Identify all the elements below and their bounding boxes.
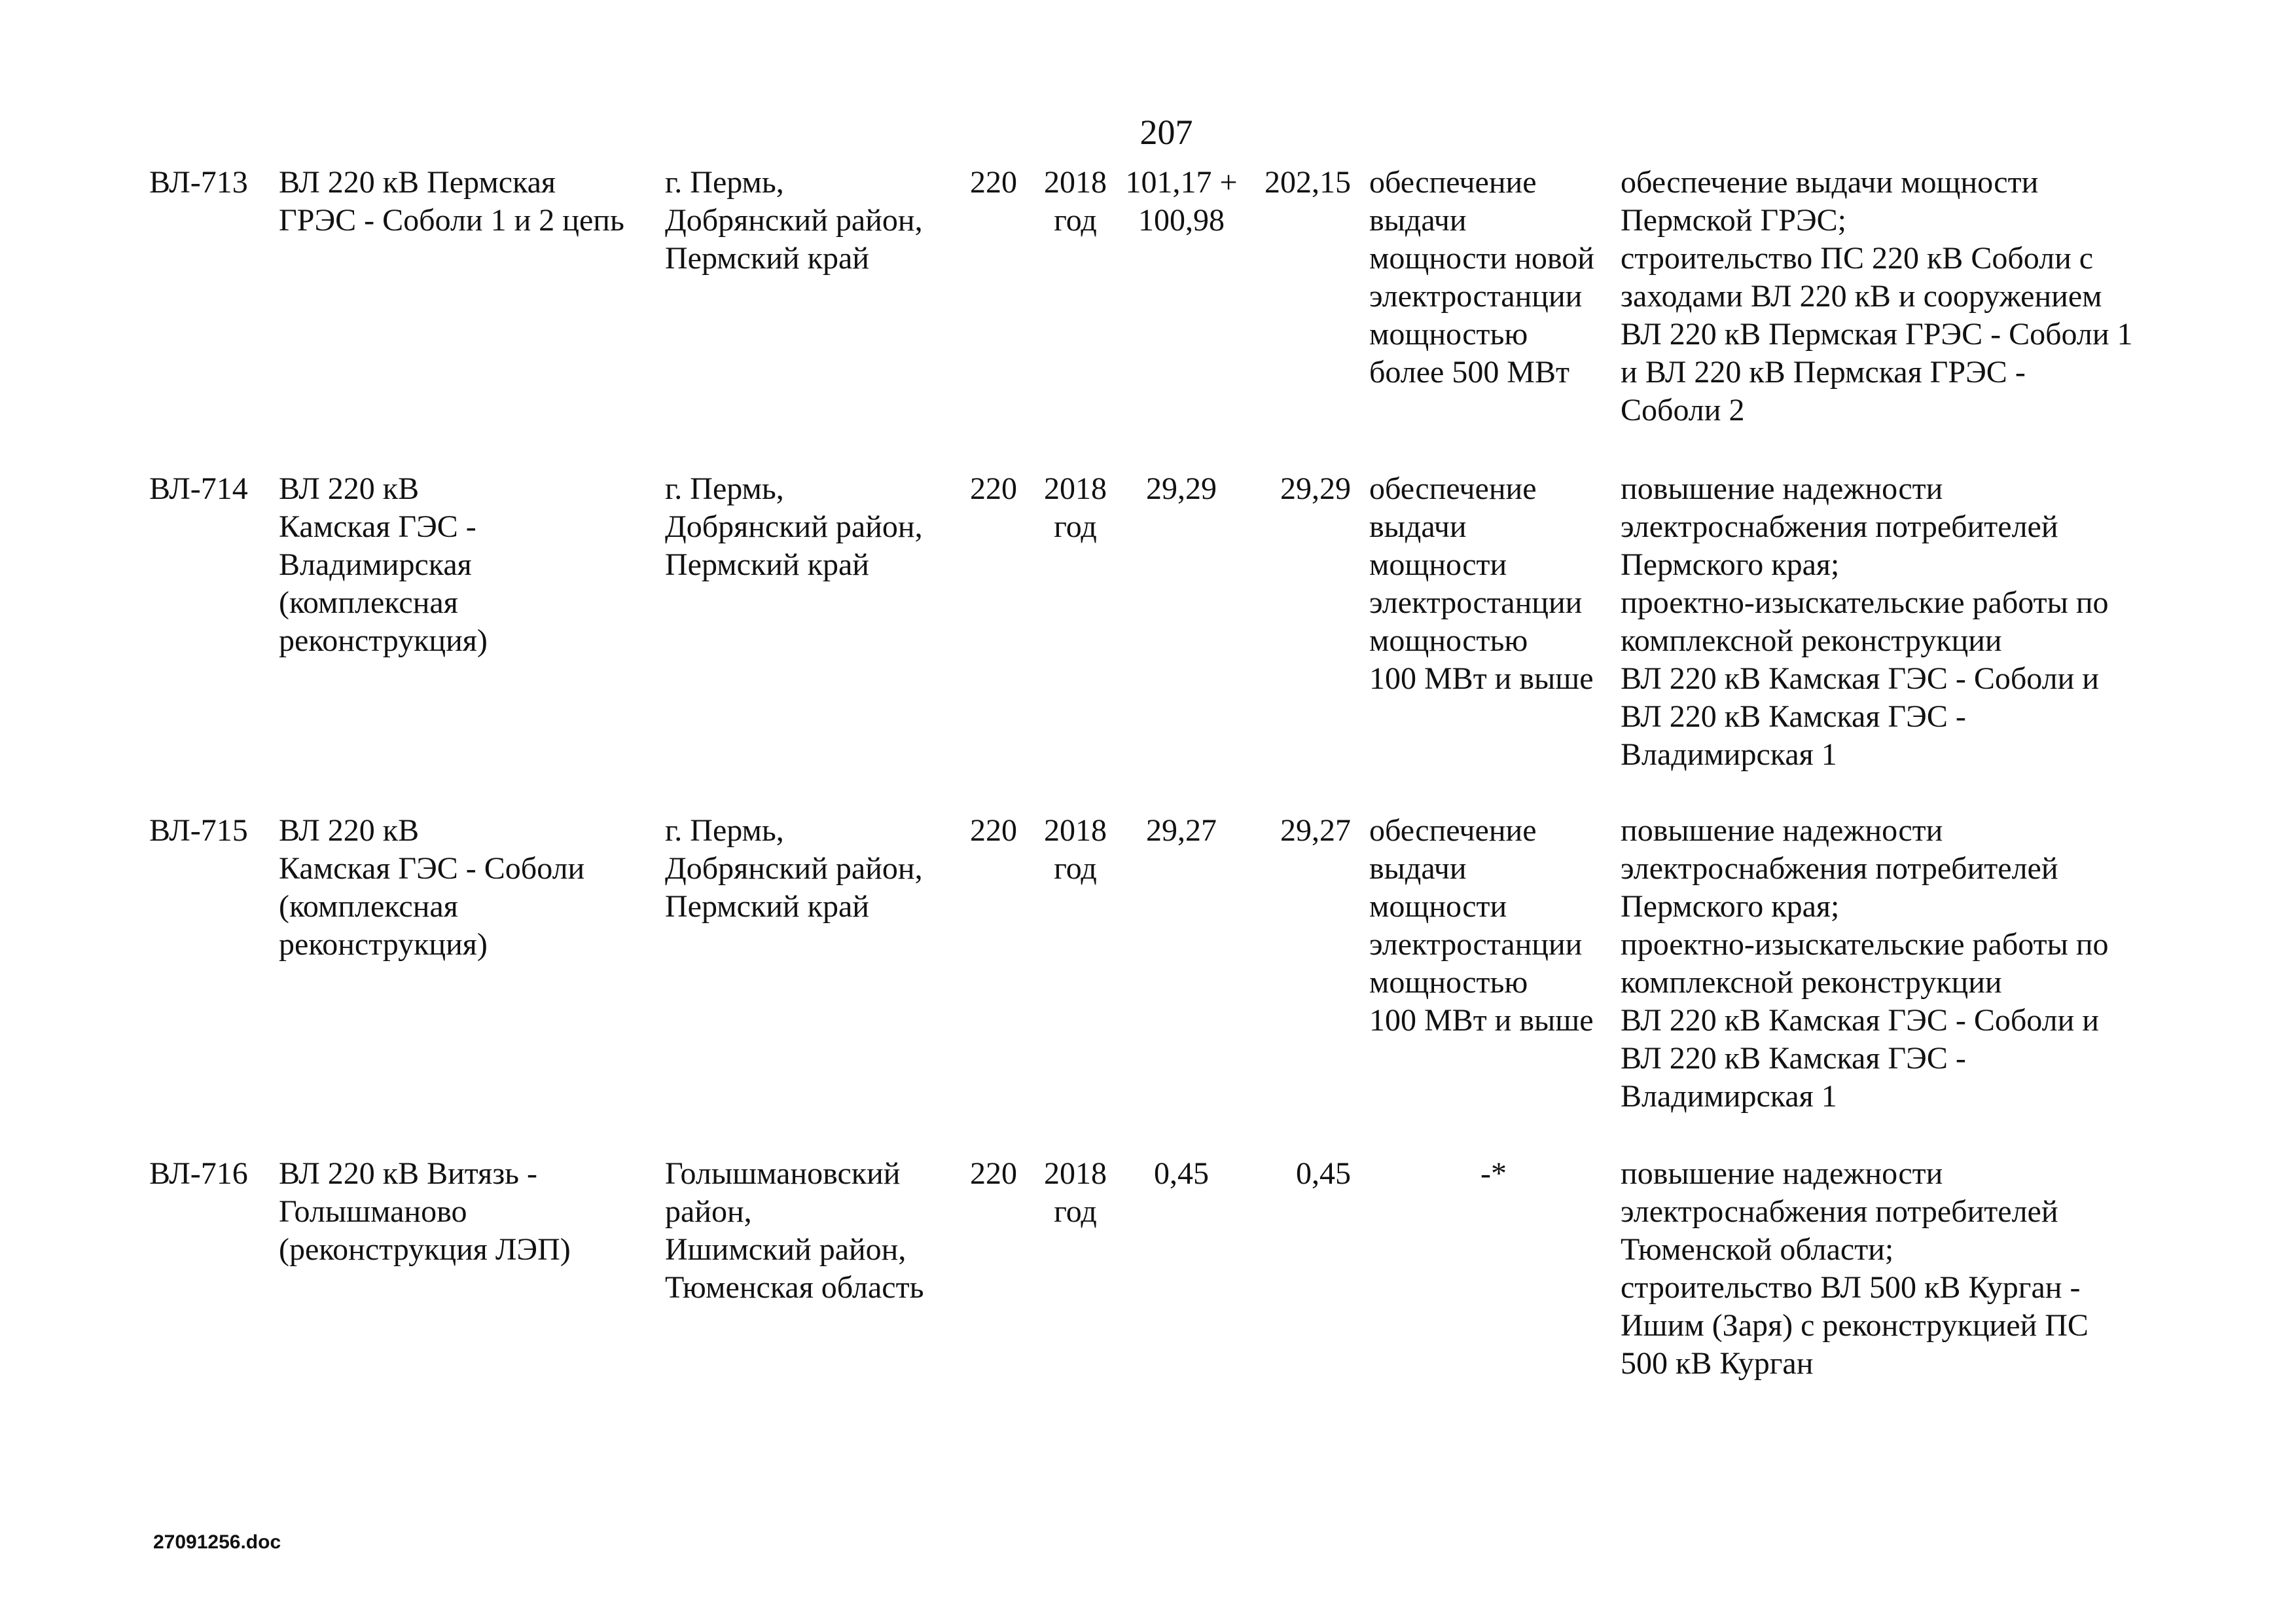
line-notes: повышение надежности электроснабжения потребителей Пермского края; проектно-изыскательские работы по комплексной реконструкции ВЛ 220 кВ Камская ГЭС - Соболи и ВЛ 220 кВ Камская ГЭС - Владимирская 1: [1621, 813, 2109, 1114]
line-length-parts: 101,17 + 100,98: [1125, 165, 1238, 238]
line-length-total: 29,27: [1280, 813, 1351, 848]
line-code: ВЛ-714: [149, 471, 248, 506]
line-location: г. Пермь, Добрянский район, Пермский край: [665, 813, 923, 924]
line-location: г. Пермь, Добрянский район, Пермский край: [665, 165, 923, 276]
line-code: ВЛ-713: [149, 165, 248, 200]
line-voltage: 220: [970, 813, 1017, 848]
line-voltage: 220: [970, 471, 1017, 506]
line-code: ВЛ-715: [149, 813, 248, 848]
line-purpose: -*: [1480, 1156, 1507, 1191]
line-voltage: 220: [970, 165, 1017, 200]
line-purpose: обеспечение выдачи мощности электростанции мощностью 100 МВт и выше: [1369, 471, 1594, 696]
line-year: 2018 год: [1044, 813, 1107, 886]
line-length-parts: 29,29: [1146, 471, 1217, 506]
line-length-parts: 0,45: [1154, 1156, 1209, 1191]
line-name: ВЛ 220 кВ Витязь - Голышманово (реконструкция ЛЭП): [279, 1156, 571, 1267]
line-year: 2018 год: [1044, 1156, 1107, 1229]
line-notes: обеспечение выдачи мощности Пермской ГРЭС; строительство ПС 220 кВ Соболи с заходами ВЛ 220 кВ и сооружением ВЛ 220 кВ Пермская ГРЭС - Соболи 1 и ВЛ 220 кВ Пермская ГРЭС - Соболи 2: [1621, 165, 2133, 428]
page-number: 207: [1139, 113, 1193, 152]
line-year: 2018 год: [1044, 165, 1107, 238]
line-length-parts: 29,27: [1146, 813, 1217, 848]
line-length-total: 202,15: [1265, 165, 1351, 200]
line-purpose: обеспечение выдачи мощности новой электростанции мощностью более 500 МВт: [1369, 165, 1594, 390]
line-location: Голышмановский район, Ишимский район, Тюменская область: [665, 1156, 924, 1305]
line-year: 2018 год: [1044, 471, 1107, 544]
file-name-footer: 27091256.doc: [153, 1531, 281, 1553]
line-name: ВЛ 220 кВ Камская ГЭС - Владимирская (комплексная реконструкция): [279, 471, 488, 658]
line-notes: повышение надежности электроснабжения потребителей Тюменской области; строительство ВЛ 500 кВ Курган - Ишим (Заря) с реконструкцией ПС 500 кВ Курган: [1621, 1156, 2089, 1381]
line-location: г. Пермь, Добрянский район, Пермский край: [665, 471, 923, 582]
line-purpose: обеспечение выдачи мощности электростанции мощностью 100 МВт и выше: [1369, 813, 1594, 1038]
line-code: ВЛ-716: [149, 1156, 248, 1191]
line-voltage: 220: [970, 1156, 1017, 1191]
line-notes: повышение надежности электроснабжения потребителей Пермского края; проектно-изыскательские работы по комплексной реконструкции ВЛ 220 кВ Камская ГЭС - Соболи и ВЛ 220 кВ Камская ГЭС - Владимирская 1: [1621, 471, 2109, 772]
line-length-total: 29,29: [1280, 471, 1351, 506]
line-name: ВЛ 220 кВ Пермская ГРЭС - Соболи 1 и 2 цепь: [279, 165, 624, 238]
line-name: ВЛ 220 кВ Камская ГЭС - Соболи (комплексная реконструкция): [279, 813, 585, 962]
line-length-total: 0,45: [1296, 1156, 1351, 1191]
